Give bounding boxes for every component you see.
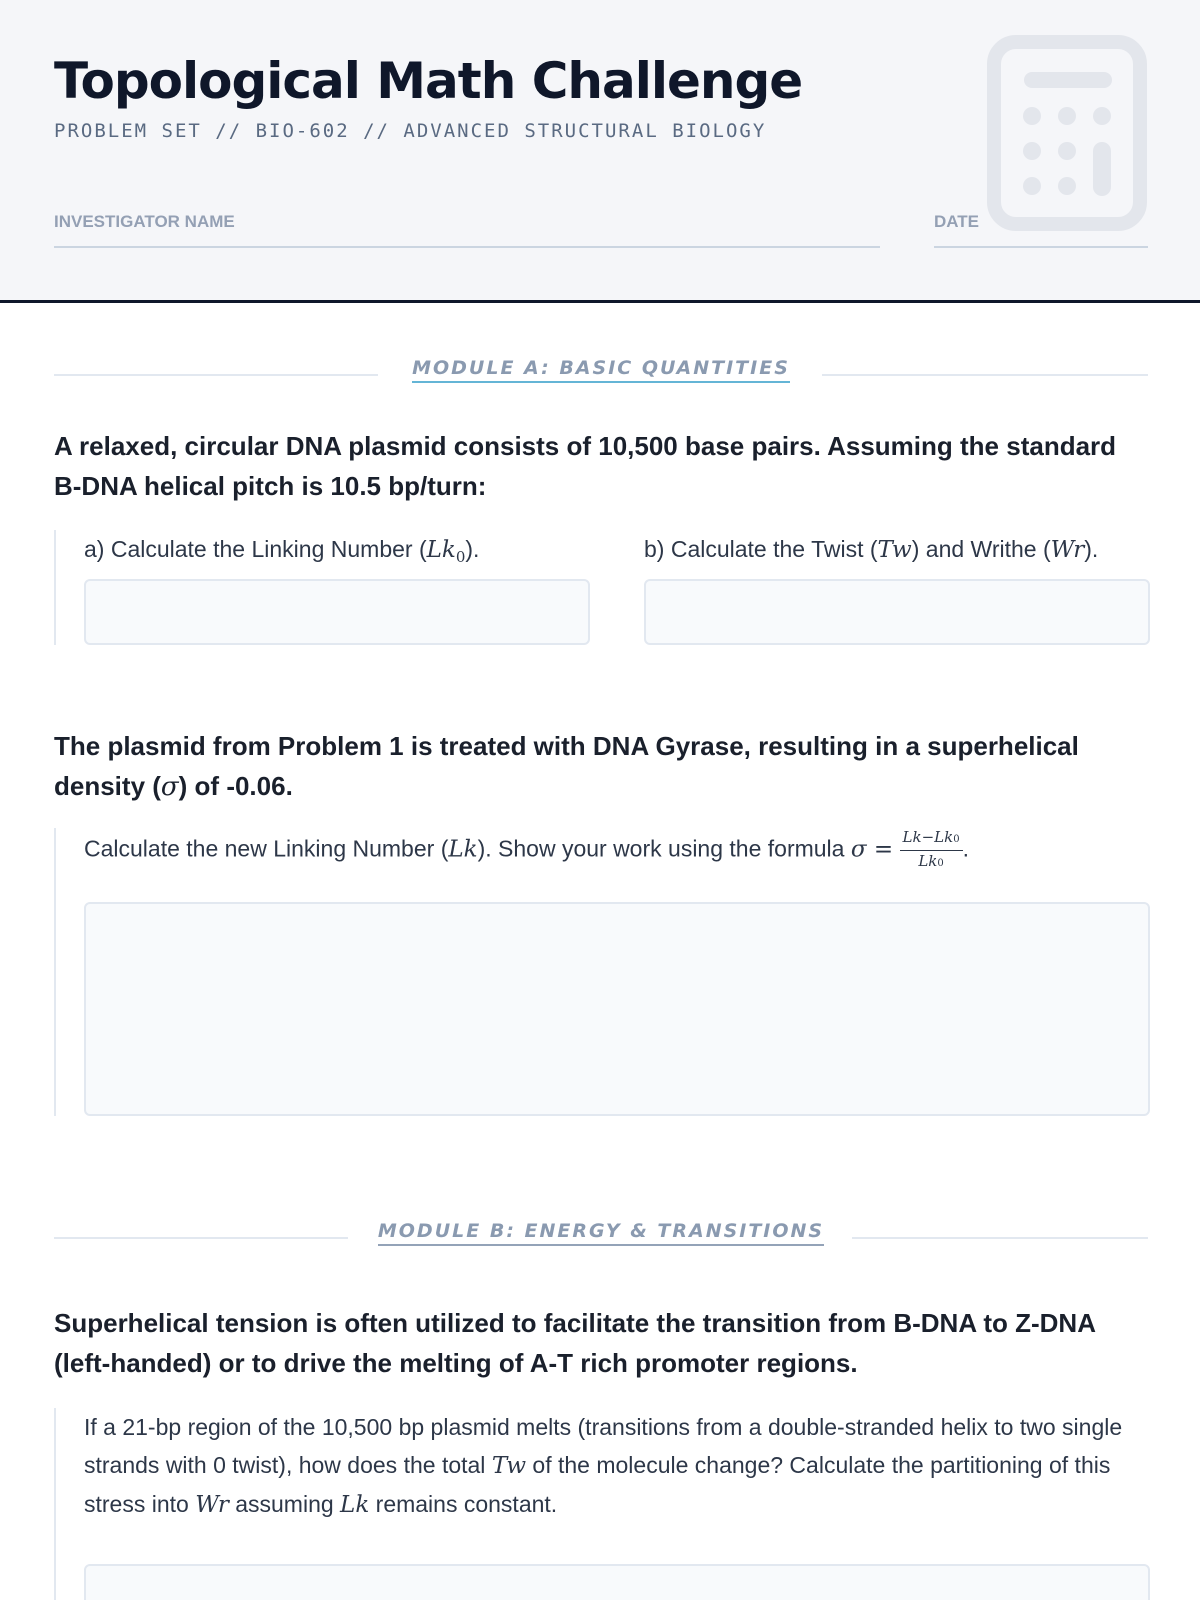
problem-3-block <box>54 1408 1148 1600</box>
module-a-heading <box>54 357 1148 387</box>
problem-1a-prompt: a) Calculate the Linking Number $(Lk_0)$. <box>84 536 480 566</box>
problem-3-prompt: If a 21-bp region of the 10,500 bp plasmid melts (transitions from a double-stranded helix to two single strands with 0 twist), how does the total Tw of the molecule change? Calculate the partitioning of this stress into Wr assuming Lk remains constant. <box>84 1414 1123 1518</box>
sigma-formula-fraction: $\frac{Lk-Lk0}{Lk0}$ <box>900 828 963 873</box>
module-b-label: MODULE B: ENERGY & TRANSITIONS <box>378 1220 824 1246</box>
page-subtitle: PROBLEM SET // BIO-602 // ADVANCED STRUCTURAL BIOLOGY <box>54 120 767 142</box>
investigator-name-field[interactable] <box>54 212 880 248</box>
problem-1b-answer-box[interactable] <box>644 579 1150 645</box>
page-title: Topological Math Challenge <box>54 52 803 110</box>
worksheet-header <box>0 0 1200 303</box>
problem-3-text: Superhelical tension is often utilized to facilitate the transition from B-DNA to Z-DNA (left-handed) or to drive the melting of A-T rich promoter regions. <box>54 1308 1096 1378</box>
module-a-label: MODULE A: BASIC QUANTITIES <box>412 357 790 383</box>
problem-2-block <box>54 828 1148 1116</box>
problem-1b-prompt: b) Calculate the Twist (Tw) and Writhe (Wr). <box>644 536 1099 563</box>
date-field[interactable] <box>934 212 1148 248</box>
problem-3-answer-box[interactable] <box>84 1564 1150 1600</box>
date-label: DATE <box>934 212 980 231</box>
problem-2-text: The plasmid from Problem 1 is treated with DNA Gyrase, resulting in a superhelical density (σ) of -0.06. <box>54 731 1079 802</box>
investigator-name-label: INVESTIGATOR NAME <box>54 212 235 231</box>
problem-1a-answer-box[interactable] <box>84 579 590 645</box>
calculator-icon <box>986 34 1148 232</box>
module-b-heading <box>54 1220 1148 1250</box>
problem-2-answer-box[interactable] <box>84 902 1150 1116</box>
problem-2-prompt: Calculate the new Linking Number (Lk). Show your work using the formula σ = $\frac{Lk-Lk0}{Lk0}$ . <box>84 828 969 873</box>
problem-1-parts <box>54 530 1148 645</box>
problem-1-text: A relaxed, circular DNA plasmid consists of 10,500 base pairs. Assuming the standard B-DNA helical pitch is 10.5 bp/turn: <box>54 431 1117 501</box>
